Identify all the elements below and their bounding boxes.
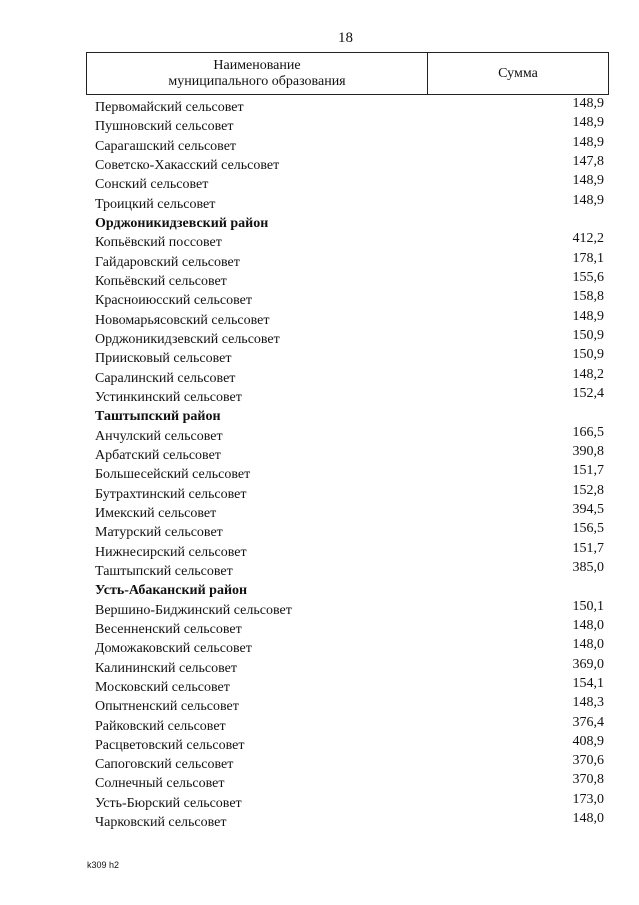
municipality-name: Первомайский сельсовет xyxy=(95,100,244,115)
municipality-name: Вершино-Биджинский сельсовет xyxy=(95,602,292,618)
amount-value: 390,8 xyxy=(572,443,604,459)
municipality-name: Сарагашский сельсовет xyxy=(95,138,237,154)
footer-code: k309 h2 xyxy=(87,860,120,870)
table-row xyxy=(95,385,604,407)
district-name: Орджоникидзевский район xyxy=(95,215,269,231)
amount-value: 151,7 xyxy=(572,540,604,556)
amount-value: 370,8 xyxy=(572,772,604,788)
table-row xyxy=(95,366,604,388)
municipality-name: Чарковский сельсовет xyxy=(95,815,227,831)
column-header-name-line2: муниципального образования xyxy=(168,73,346,89)
table-row xyxy=(95,233,604,252)
table-row xyxy=(95,117,604,136)
amount-value: 385,0 xyxy=(572,559,604,575)
amount-value: 178,1 xyxy=(572,250,604,266)
amount-value: 150,9 xyxy=(572,347,604,363)
table-row xyxy=(95,714,604,736)
municipality-name: Бутрахтинский сельсовет xyxy=(95,486,247,502)
table-row xyxy=(95,501,604,523)
municipality-name: Опытненский сельсовет xyxy=(95,699,239,715)
municipality-name: Арбатский сельсовет xyxy=(95,447,221,463)
table-row xyxy=(95,424,604,446)
municipality-name: Анчулский сельсовет xyxy=(95,428,223,444)
municipality-name: Таштыпский сельсовет xyxy=(95,563,233,579)
table-row xyxy=(95,308,604,330)
municipality-name: Красноиюсский сельсовет xyxy=(95,293,252,309)
table-row xyxy=(95,192,604,214)
table-body xyxy=(95,98,604,832)
amount-value: 370,6 xyxy=(572,753,604,769)
district-heading-row xyxy=(95,214,604,233)
table-row xyxy=(95,755,604,774)
municipality-name: Новомарьясовский сельсовет xyxy=(95,312,270,328)
table-row xyxy=(95,559,604,581)
table-row xyxy=(95,327,604,349)
column-header-sum: Сумма xyxy=(498,65,538,81)
amount-value: 148,0 xyxy=(572,811,604,827)
municipality-name: Сонский сельсовет xyxy=(95,177,209,193)
table-row xyxy=(95,134,604,156)
amount-value: 150,9 xyxy=(572,327,604,343)
municipality-name: Сапоговский сельсовет xyxy=(95,757,234,773)
municipality-name: Копьёвский поссовет xyxy=(95,235,222,251)
municipality-name: Весенненский сельсовет xyxy=(95,621,242,637)
amount-value: 155,6 xyxy=(572,269,604,285)
amount-value: 412,2 xyxy=(572,231,604,247)
municipality-name: Доможаковский сельсовет xyxy=(95,641,252,657)
table-row xyxy=(95,465,604,484)
amount-value: 147,8 xyxy=(572,153,604,169)
amount-value: 376,4 xyxy=(572,714,604,730)
amount-value: 156,5 xyxy=(572,521,604,537)
table-row xyxy=(95,175,604,194)
table-row xyxy=(95,153,604,175)
municipality-name: Троицкий сельсовет xyxy=(95,196,216,212)
municipality-name: Московский сельсовет xyxy=(95,679,230,695)
table-row xyxy=(95,733,604,755)
amount-value: 408,9 xyxy=(572,733,604,749)
table-row xyxy=(95,98,604,117)
page-number: 18 xyxy=(338,30,353,46)
amount-value: 151,7 xyxy=(572,463,604,479)
table-row xyxy=(95,617,604,639)
municipality-name: Имекский сельсовет xyxy=(95,505,217,521)
table-row xyxy=(95,813,604,832)
district-heading-row xyxy=(95,581,604,600)
municipality-name: Нижнесирский сельсовет xyxy=(95,544,247,560)
amount-value: 148,3 xyxy=(572,695,604,711)
amount-value: 150,1 xyxy=(572,598,604,614)
municipality-name: Расцветовский сельсовет xyxy=(95,737,245,753)
column-header-name xyxy=(87,53,428,94)
amount-value: 148,0 xyxy=(572,617,604,633)
amount-value: 148,9 xyxy=(572,115,604,131)
municipality-name: Райковский сельсовет xyxy=(95,718,226,734)
amount-value: 148,9 xyxy=(572,134,604,150)
municipality-name: Пушновский сельсовет xyxy=(95,119,234,135)
amount-value: 394,5 xyxy=(572,501,604,517)
amount-value: 369,0 xyxy=(572,656,604,672)
amount-value: 148,0 xyxy=(572,637,604,653)
amount-value: 158,8 xyxy=(572,289,604,305)
amount-value: 148,9 xyxy=(572,308,604,324)
municipality-name: Орджоникидзевский сельсовет xyxy=(95,331,280,347)
table-row xyxy=(95,540,604,562)
table-row xyxy=(95,656,604,678)
municipality-name: Калининский сельсовет xyxy=(95,660,237,676)
municipality-name: Большесейский сельсовет xyxy=(95,467,251,483)
amount-value: 173,0 xyxy=(572,791,604,807)
table-row xyxy=(95,791,604,813)
table-row xyxy=(95,349,604,368)
amount-value: 152,4 xyxy=(572,385,604,401)
amount-value: 148,9 xyxy=(572,96,604,111)
amount-value: 148,9 xyxy=(572,192,604,208)
amount-value: 154,1 xyxy=(572,675,604,691)
table-row xyxy=(95,639,604,658)
municipality-name: Советско-Хакасский сельсовет xyxy=(95,157,280,173)
table-row xyxy=(95,598,604,620)
municipality-name: Матурский сельсовет xyxy=(95,525,223,541)
table-header xyxy=(86,52,609,95)
municipality-name: Копьёвский сельсовет xyxy=(95,273,227,289)
district-name: Усть-Абаканский район xyxy=(95,583,248,599)
municipality-name: Гайдаровский сельсовет xyxy=(95,254,240,270)
amount-value: 152,8 xyxy=(572,482,604,498)
municipality-name: Солнечный сельсовет xyxy=(95,776,225,792)
municipality-name: Усть-Бюрский сельсовет xyxy=(95,795,242,811)
amount-value: 148,9 xyxy=(572,173,604,189)
table-row xyxy=(95,443,604,465)
table-row xyxy=(95,291,604,310)
municipality-name: Приисковый сельсовет xyxy=(95,351,232,367)
district-heading-row xyxy=(95,407,604,426)
table-row xyxy=(95,482,604,504)
municipality-name: Саралинский сельсовет xyxy=(95,370,236,386)
table-row xyxy=(95,523,604,542)
municipality-name: Устинкинский сельсовет xyxy=(95,389,242,405)
table-row xyxy=(95,774,604,793)
table-row xyxy=(95,675,604,697)
column-header-name-line1: Наименование xyxy=(213,57,301,73)
amount-value: 148,2 xyxy=(572,366,604,382)
amount-value: 166,5 xyxy=(572,424,604,440)
district-name: Таштыпский район xyxy=(95,409,221,425)
table-row xyxy=(95,250,604,272)
table-row xyxy=(95,269,604,291)
table-row xyxy=(95,697,604,716)
